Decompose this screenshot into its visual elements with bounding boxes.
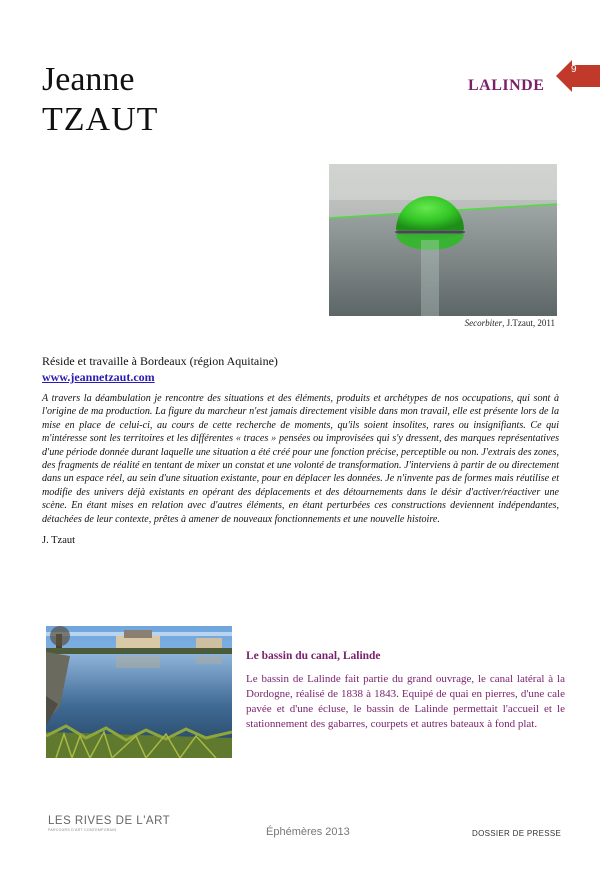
canal-description: Le bassin de Lalinde fait partie du grand ouvrage, le canal latéral à la Dordogne, réalisé de 1838 à 1843. Equipé de quai en pierres, d'une cale pavée et d'une écluse, le bassin de Lalinde permettait l'accueil et le stationnement des gabarres, courpets et autres bateaux à fond plat. [246, 673, 565, 730]
artist-last-name: TZAUT [42, 101, 159, 138]
artist-first-name: Jeanne [42, 61, 135, 98]
footer-logo [48, 815, 171, 835]
artwork-caption-credit: , J.Tzaut, 2011 [502, 318, 555, 328]
page-number: 9 [571, 64, 577, 75]
location-title: LALINDE [468, 77, 545, 94]
statement-signature: J. Tzaut [42, 535, 76, 546]
page-badge-arrow-icon [556, 60, 600, 92]
artwork-photo [329, 164, 557, 316]
artist-statement: A travers la déambulation je rencontre des situations et des éléments, produits et archétypes de nos occupations, qui sont à l'origine de ma production. La figure du marcheur n'est jamais directement visible dans mon travail, elle est présente lors de la mise en place de celui-ci, au cours de cette recherche de moments, qu'ils soient insolites, rares ou insignifiants. Ce qui m'intéresse sont les territoires et les différentes « traces » pensées ou improvisées qui s'y dressent, des marques représentatives d'une période donnée durant laquelle une situation a été créé pour une fonction précise, perceptible ou non. J'extrais des zones, des fragments de réalité en tentant de mixer un constat et une volonté de transformation. J'interviens à partir de ou directement dans un espace réel, au sein d'une situation existante, pour en déplacer les données. Je n'invente pas de formes mais réutilise et modifie des univers déjà existants en opérant des déplacements et des détournements dans le désir d'activer/réactiver une scène. En étant mises en relation avec d'autres éléments, en étant perturbées ces constructions deviennent indépendantes, détachées de leur contexte, prêtes à amener de nouveaux fonctionnements et une nouvelle histoire. [42, 393, 559, 525]
artist-website-link[interactable]: www.jeannetzaut.com [42, 370, 155, 384]
footer-logo-text: LES RIVES DE L'ART [48, 815, 171, 827]
canal-photo [46, 626, 232, 758]
artwork-title: Secorbiter [464, 318, 503, 328]
footer-dossier-label: DOSSIER DE PRESSE [472, 829, 562, 838]
canal-section-title: Le bassin du canal, Lalinde [246, 650, 381, 662]
artwork-caption [380, 318, 555, 328]
footer-ephemeres: Éphémères 2013 [266, 826, 350, 838]
residence-line: Réside et travaille à Bordeaux (région Aquitaine) [42, 354, 278, 368]
footer-logo-subtext: PARCOURS D'ART CONTEMPORAIN [48, 828, 117, 832]
